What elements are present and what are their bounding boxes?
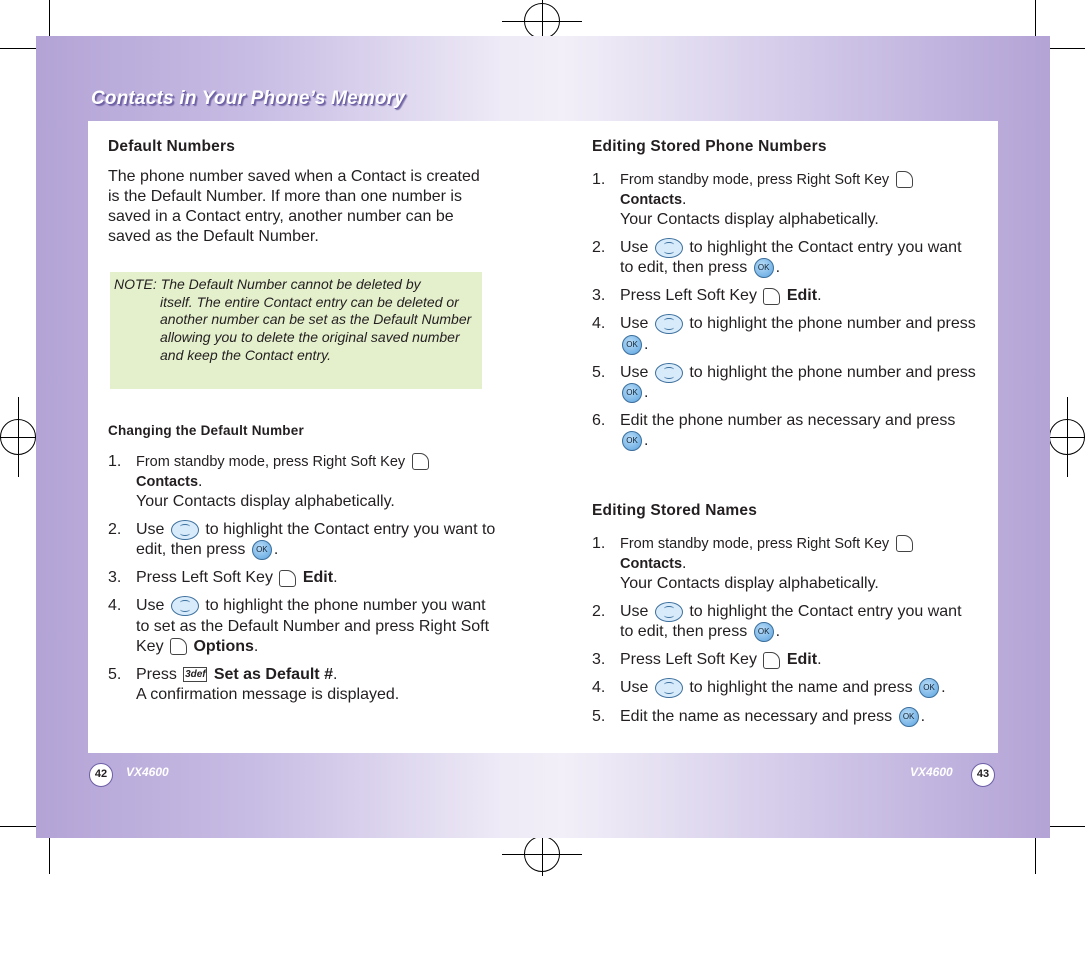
page-title: Contacts in Your Phone’s Memory [91,88,406,109]
ok-key-icon: OK [252,540,272,560]
footer-model-left: VX4600 [126,765,169,779]
list-item: 1. From standby mode, press Right Soft Key Contacts. Your Contacts display alphabetically. [108,452,498,512]
navigation-key-icon [655,363,683,383]
list-item: 5. Press 3def Set as Default #. A confirmation message is displayed. [108,665,400,703]
list-item: 4. Use to highlight the phone number you want to set as the Default Number and press Right Soft Key Options. [108,597,490,655]
steps-list-edit-numbers [592,170,977,460]
note-box [110,272,482,389]
intro-paragraph: The phone number saved when a Contact is created is the Default Number. If more than one number is saved in a Contact entry, another number can be saved as the Default Number. [108,168,480,245]
navigation-key-icon [171,596,199,616]
registration-line [0,437,40,438]
list-item: 1. From standby mode, press Right Soft Key Contacts. Your Contacts display alphabetically. [592,534,977,594]
navigation-key-icon [655,678,683,698]
ok-key-icon: OK [622,383,642,403]
right-soft-key-icon [170,638,187,655]
list-item: 2. Use to highlight the Contact entry you want to edit, then press OK . [592,603,962,641]
left-soft-key-icon [763,652,780,669]
right-soft-key-icon [896,535,913,552]
ok-key-icon: OK [622,431,642,451]
list-item: 4. Use to highlight the phone number and press OK . [592,315,976,353]
subheading-changing-default: Changing the Default Number [108,423,304,438]
list-item: 3. Press Left Soft Key Edit. [592,651,822,669]
ok-key-icon: OK [754,622,774,642]
ok-key-icon: OK [622,335,642,355]
list-item: 2. Use to highlight the Contact entry you want to edit, then press OK . [592,239,962,277]
steps-list-edit-names [592,534,977,735]
list-item: 4. Use to highlight the name and press OK . [592,679,946,697]
registration-line [1067,397,1068,477]
three-key-icon: 3def [185,668,206,680]
list-item: 3. Press Left Soft Key Edit. [592,287,822,305]
registration-line [542,832,543,876]
list-item: 6. Edit the phone number as necessary and press OK . [592,412,956,450]
page-number-right: 43 [971,763,995,787]
registration-line [1045,437,1085,438]
note-text: itself. The entire Contact entry can be deleted or another number can be set as the Default Number allowing you to delete the original saved number and keep the Contact entry. [160,293,472,363]
right-soft-key-icon [412,453,429,470]
footer-model-right: VX4600 [910,765,953,779]
ok-key-icon: OK [899,707,919,727]
navigation-key-icon [171,520,199,540]
list-item: 1. From standby mode, press Right Soft Key Contacts. Your Contacts display alphabetically. [592,170,977,230]
section-heading-editing-numbers: Editing Stored Phone Numbers [592,138,827,155]
left-soft-key-icon [279,570,296,587]
list-item: 2. Use to highlight the Contact entry you want to edit, then press OK . [108,521,496,559]
left-soft-key-icon [763,288,780,305]
right-soft-key-icon [896,171,913,188]
navigation-key-icon [655,314,683,334]
note-lead: NOTE: The Default Number cannot be deleted by [114,276,421,292]
navigation-key-icon [655,602,683,622]
section-heading-default-numbers: Default Numbers [108,138,236,155]
list-item: 3. Press Left Soft Key Edit. [108,569,338,587]
registration-line [18,397,19,477]
section-heading-editing-names: Editing Stored Names [592,502,758,519]
ok-key-icon: OK [919,678,939,698]
list-item: 5. Use to highlight the phone number and press OK . [592,363,976,402]
list-item: 5. Edit the name as necessary and press OK . [592,707,926,725]
ok-key-icon: OK [754,258,774,278]
page-number-left: 42 [89,763,113,787]
navigation-key-icon [655,238,683,258]
steps-list-default [108,452,498,713]
